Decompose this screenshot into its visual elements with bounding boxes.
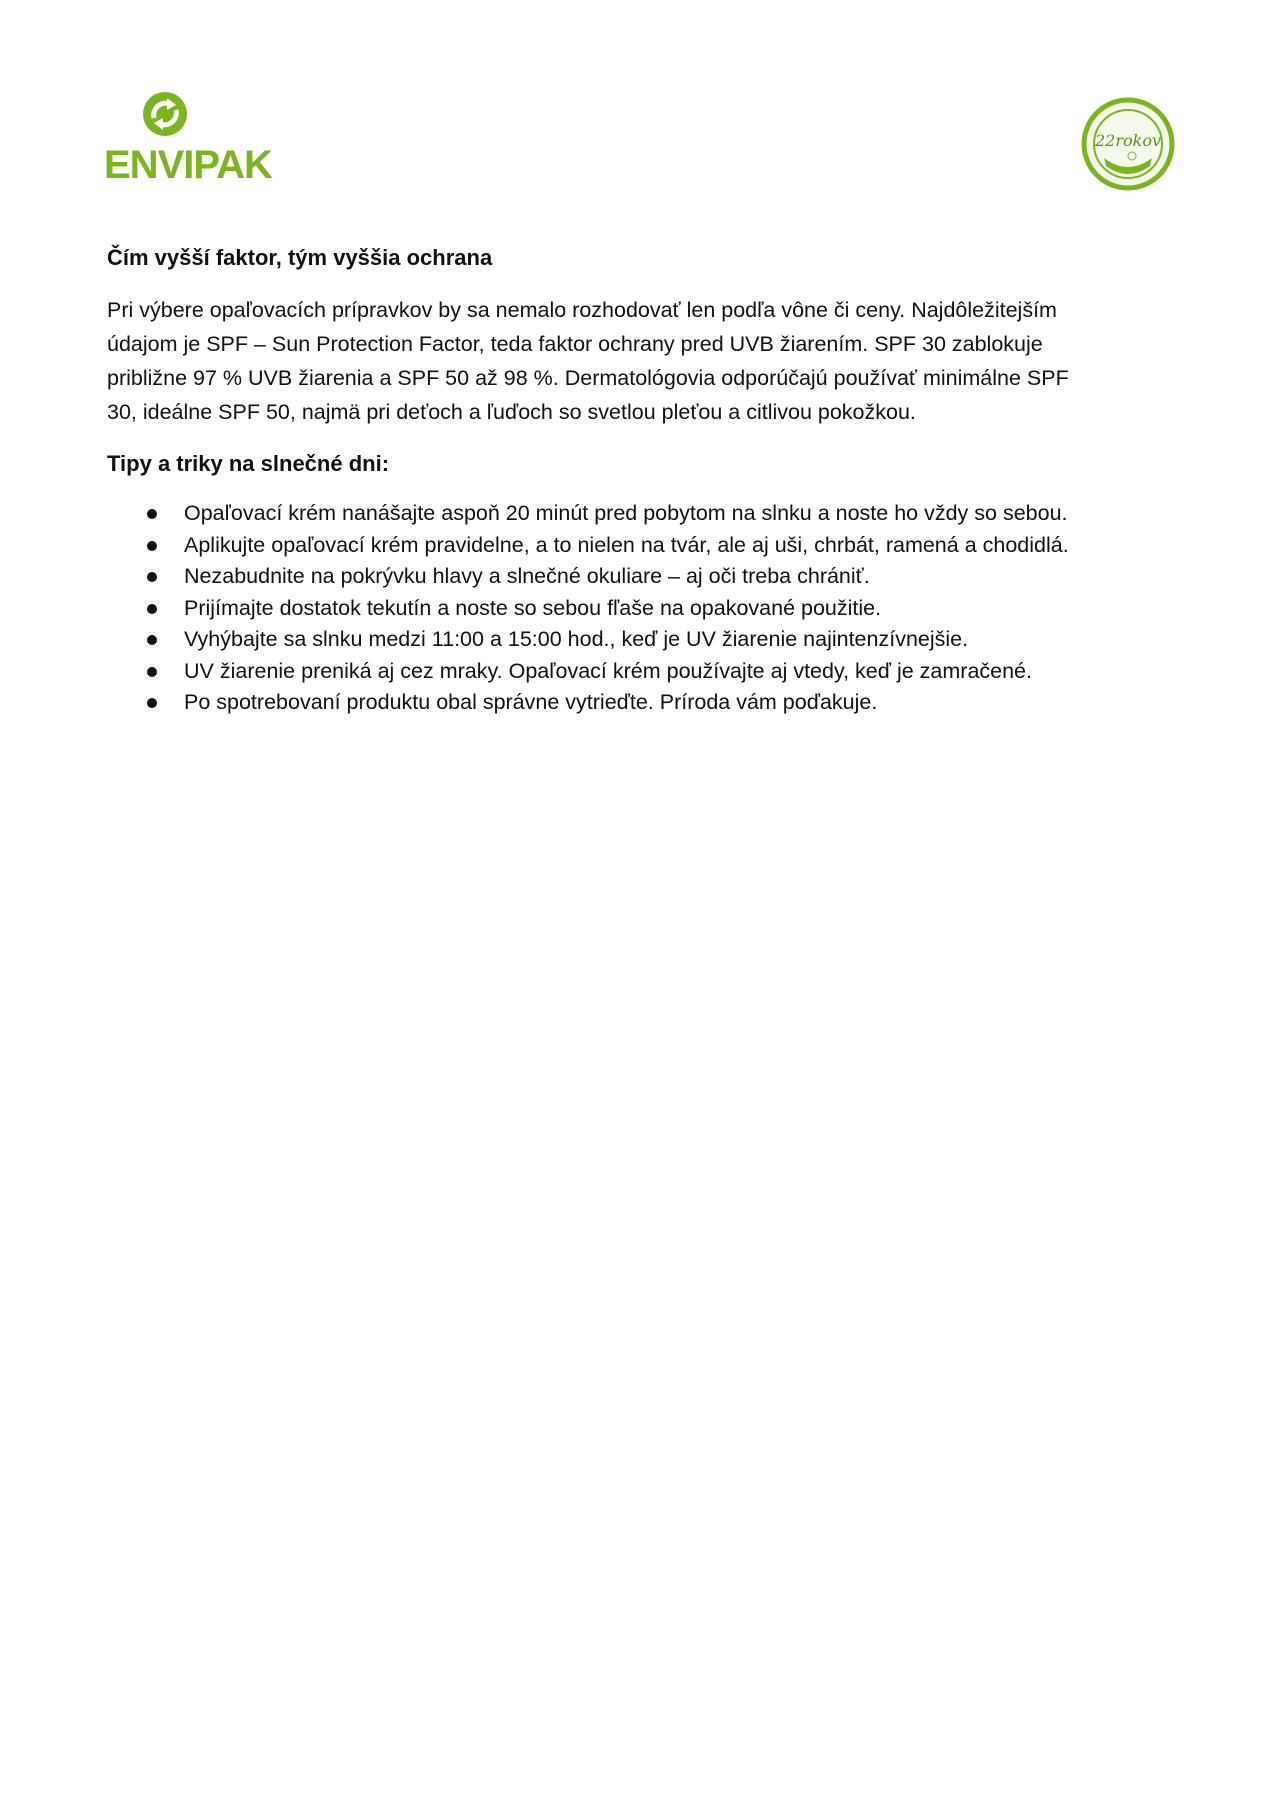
bullet-icon: [147, 541, 157, 551]
paragraph-line: približne 97 % UVB žiarenia a SPF 50 až 98 %. Dermatológovia odporúčajú používať minimálne SPF: [107, 366, 1069, 390]
article-title: Čím vyšší faktor, tým vyššia ochrana: [107, 245, 493, 270]
tip-text: Prijímajte dostatok tekutín a noste so sebou fľaše na opakované použitie.: [184, 595, 882, 620]
tips-heading: Tipy a triky na slnečné dni:: [107, 451, 390, 476]
tip-text: Nezabudnite na pokrývku hlavy a slnečné okuliare – aj oči treba chrániť.: [184, 564, 870, 588]
list-item: [107, 624, 1197, 656]
bullet-icon: [147, 509, 157, 519]
seal-text: 22rokov: [1094, 131, 1162, 150]
tip-text: Po spotrebovaní produktu obal správne vytrieďte. Príroda vám poďakuje.: [184, 690, 878, 714]
paragraph-line: Pri výbere opaľovacích prípravkov by sa nemalo rozhodovať len podľa vône či ceny. Najdôležitejším: [107, 298, 1057, 322]
anniversary-seal-icon: [1080, 96, 1176, 192]
list-item: [107, 593, 1197, 625]
bullet-icon: [147, 635, 157, 645]
paragraph-line: 30, ideálne SPF 50, najmä pri deťoch a ľuďoch so svetlou pleťou a citlivou pokožkou.: [107, 400, 916, 424]
tip-text: Aplikujte opaľovací krém pravidelne, a to nielen na tvár, ale aj uši, chrbát, ramená a chodidlá.: [184, 532, 1069, 557]
list-item: [107, 530, 1197, 562]
bullet-icon: [147, 667, 157, 677]
envipak-wordmark: [104, 141, 272, 189]
bullet-icon: [147, 572, 157, 582]
intro-paragraph: [107, 293, 1167, 429]
tip-text: Opaľovací krém nanášajte aspoň 20 minút pred pobytom na slnku a noste ho vždy so sebou.: [184, 501, 1068, 525]
list-item: [107, 687, 1197, 719]
list-item: [107, 561, 1197, 593]
anniversary-seal: [1080, 96, 1176, 192]
list-item: [107, 498, 1197, 530]
tip-text: Vyhýbajte sa slnku medzi 11:00 a 15:00 hod., keď je UV žiarenie najintenzívnejšie.: [184, 627, 969, 651]
tip-text: UV žiarenie preniká aj cez mraky. Opaľovací krém používajte aj vtedy, keď je zamračené.: [184, 658, 1032, 683]
paragraph-line: údajom je SPF – Sun Protection Factor, teda faktor ochrany pred UVB žiarením. SPF 30 zablokuje: [107, 332, 1043, 356]
logo-wordmark-text: ENVIPAK: [104, 143, 272, 187]
tips-list: [107, 498, 1197, 719]
bullet-icon: [147, 698, 157, 708]
list-item: [107, 656, 1197, 688]
bullet-icon: [147, 604, 157, 614]
